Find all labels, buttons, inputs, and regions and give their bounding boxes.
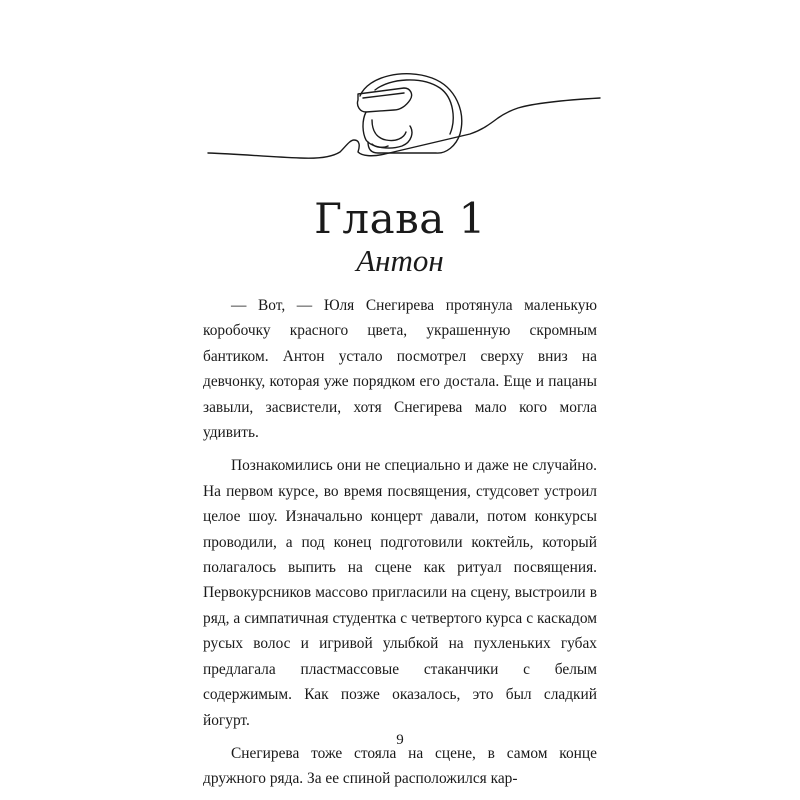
- helmet-chin-vent: [372, 144, 388, 147]
- body-text: [203, 293, 597, 800]
- chapter-title: Глава 1: [314, 194, 486, 243]
- helmet-chin-bar: [363, 112, 412, 148]
- helmet-visor-edge: [363, 93, 404, 98]
- paragraph: Познакомились они не специально и даже не случайно. На первом курсе, во время посвящения, студсовет устроил целое шоу. Изначально концерт давали, потом конкурсы проводили, а под конец подготовили коктейль, который полагалось выпить на сцене как ритуал посвящения. Первокурсников массово пригласили на сцену, выстроили в ряд, а симпатичная студентка с четвертого курса с каскадом русых волос и игривой улыбкой на пухленьких губах предлагала пластмассовые стаканчики с белым содержимым. Как позже оказалось, это был сладкий йогурт.: [203, 457, 597, 729]
- page-number: 9: [396, 732, 404, 748]
- chapter-subtitle: Антон: [356, 243, 444, 278]
- motorcycle-helmet-line-art-icon: [200, 60, 605, 175]
- helmet-visor: [357, 88, 411, 112]
- helmet-chin-inner: [372, 120, 406, 141]
- paragraph: — Вот, — Юля Снегирева протянула маленькую коробочку красного цвета, украшенную скромным бантиком. Антон устало посмотрел сверху вниз на девчонку, которая уже порядком его достала. Еще и пацаны завыли, засвистели, хотя Снегирева мало кого могла удивить.: [203, 297, 597, 442]
- helmet-shell: [360, 74, 462, 153]
- helmet-inner-shell: [375, 80, 453, 134]
- paragraph: Снегирева тоже стояла на сцене, в самом конце дружного ряда. За ее спиной расположился кар-: [203, 744, 597, 788]
